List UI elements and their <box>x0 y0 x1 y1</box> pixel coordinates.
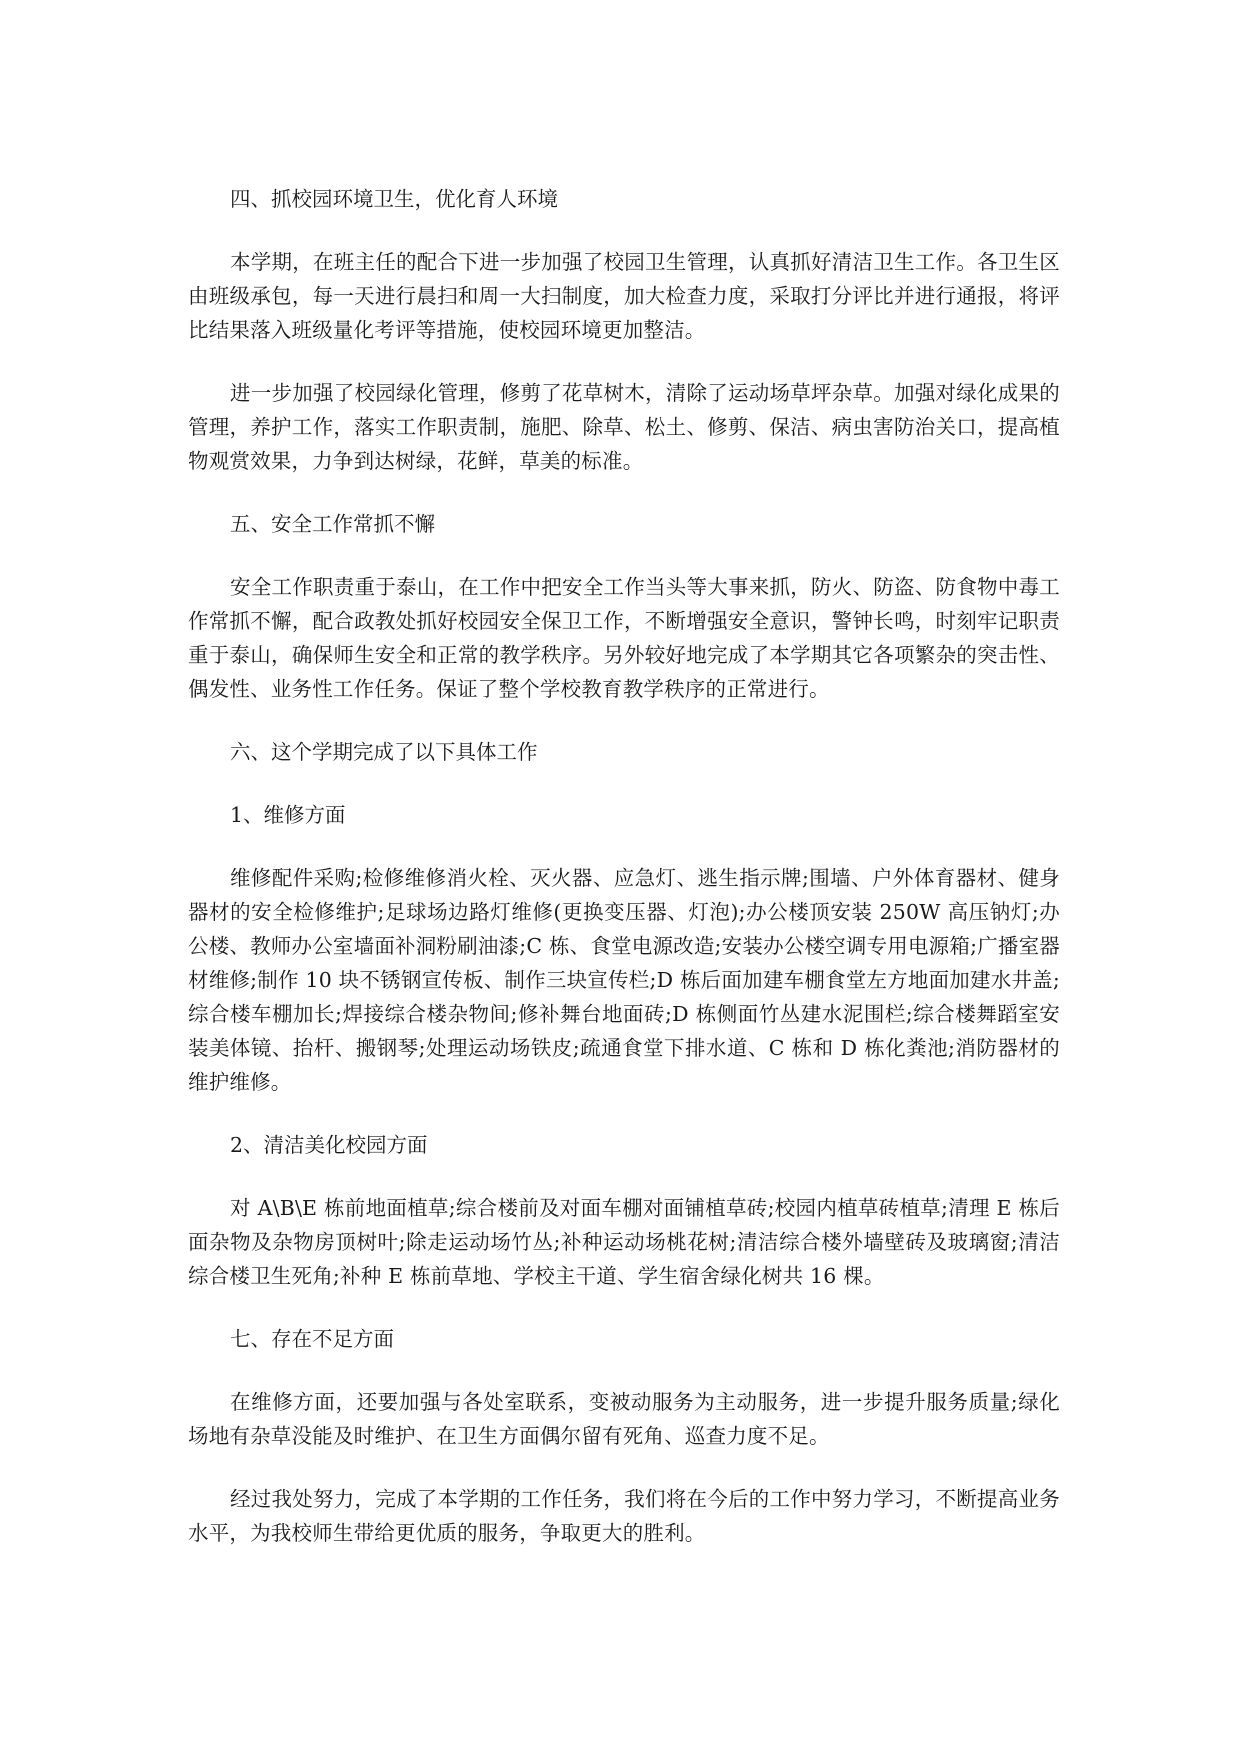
subsection-heading: 1、维修方面 <box>230 803 346 827</box>
section-heading: 四、抓校园环境卫生，优化育人环境 <box>230 187 558 211</box>
paragraph: 进一步加强了校园绿化管理，修剪了花草树木，清除了运动场草坪杂草。加强对绿化成果的管理，养护工作，落实工作职责制，施肥、除草、松土、修剪、保洁、病虫害防治关口，提高植物观赏效果，力争到达树绿，花鲜，草美的标准。 <box>188 381 1060 473</box>
paragraph: 在维修方面，还要加强与各处室联系，变被动服务为主动服务，进一步提升服务质量;绿化场地有杂草没能及时维护、在卫生方面偶尔留有死角、巡查力度不足。 <box>188 1390 1060 1448</box>
paragraph: 本学期，在班主任的配合下进一步加强了校园卫生管理，认真抓好清洁卫生工作。各卫生区由班级承包，每一天进行晨扫和周一大扫制度，加大检查力度，采取打分评比并进行通报，将评比结果落入班级量化考评等措施，使校园环境更加整洁。 <box>188 250 1060 342</box>
section-heading: 五、安全工作常抓不懈 <box>230 512 435 536</box>
document-body <box>188 182 1060 1579</box>
section-heading: 七、存在不足方面 <box>230 1327 394 1351</box>
paragraph: 经过我处努力，完成了本学期的工作任务，我们将在今后的工作中努力学习，不断提高业务水平，为我校师生带给更优质的服务，争取更大的胜利。 <box>188 1487 1060 1545</box>
section-heading: 六、这个学期完成了以下具体工作 <box>230 740 538 764</box>
paragraph: 对 A\B\E 栋前地面植草;综合楼前及对面车棚对面铺植草砖;校园内植草砖植草;清理 E 栋后面杂物及杂物房顶树叶;除走运动场竹丛;补种运动场桃花树;清洁综合楼外墙壁砖及玻璃窗;清洁综合楼卫生死角;补种 E 栋前草地、学校主干道、学生宿舍绿化树共 16 棵。 <box>188 1196 1060 1288</box>
paragraph: 安全工作职责重于泰山，在工作中把安全工作当头等大事来抓，防火、防盗、防食物中毒工作常抓不懈，配合政教处抓好校园安全保卫工作，不断增强安全意识，警钟长鸣，时刻牢记职责重于泰山，确保师生安全和正常的教学秩序。另外较好地完成了本学期其它各项繁杂的突击性、偶发性、业务性工作任务。保证了整个学校教育教学秩序的正常进行。 <box>188 575 1060 701</box>
paragraph: 维修配件采购;检修维修消火栓、灭火器、应急灯、逃生指示牌;围墙、户外体育器材、健身器材的安全检修维护;足球场边路灯维修(更换变压器、灯泡);办公楼顶安装 250W 高压钠灯;办公楼、教师办公室墙面补洞粉刷油漆;C 栋、食堂电源改造;安装办公楼空调专用电源箱;广播室器材维修;制作 10 块不锈钢宣传板、制作三块宣传栏;D 栋后面加建车棚食堂左方地面加建水井盖;综合楼车棚加长;焊接综合楼杂物间;修补舞台地面砖;D 栋侧面竹丛建水泥围栏;综合楼舞蹈室安装美体镜、抬杆、搬钢琴;处理运动场铁皮;疏通食堂下排水道、C 栋和 D 栋化粪池;消防器材的维护维修。 <box>188 866 1060 1094</box>
subsection-heading: 2、清洁美化校园方面 <box>230 1133 428 1157</box>
